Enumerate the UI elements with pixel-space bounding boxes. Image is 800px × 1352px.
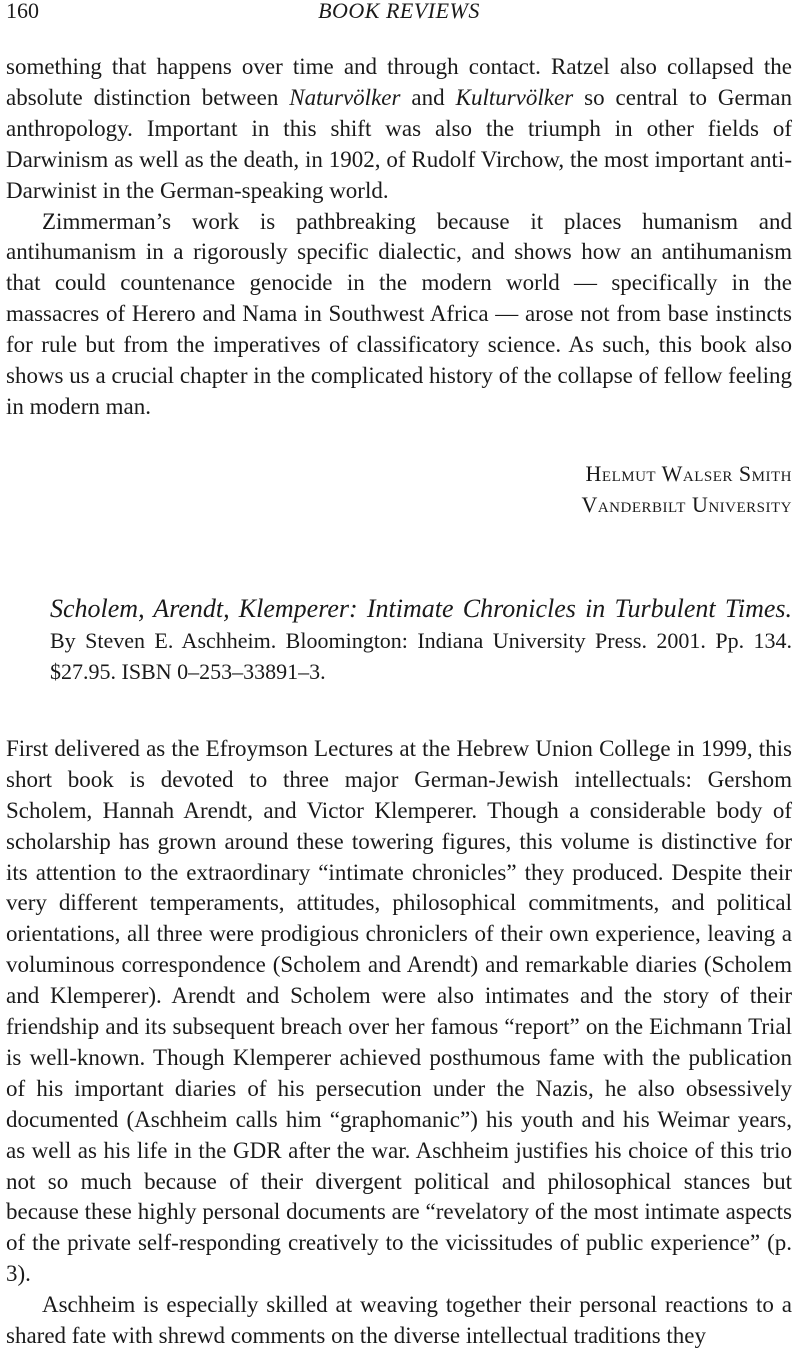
reviewer-signature xyxy=(6,458,792,520)
book-title: Scholem, Arendt, Klemperer: Intimate Chronicles in Turbulent Times. xyxy=(50,593,792,623)
review2-paragraph-2: Aschheim is especially skilled at weaving together their personal reactions to a shared fate with shrewd comments on the diverse intellectual traditions they xyxy=(6,1292,792,1349)
running-title: BOOK REVIEWS xyxy=(318,0,480,23)
term-kulturvolker: Kulturvölker xyxy=(455,84,574,110)
text-run: so central to German anthropology. Important in this shift was also the triumph in other fields of Darwinism as well as the death, in 1902, of Rudolf Virchow, the most important anti-Darwinist in the German-speaking world. xyxy=(6,84,793,203)
reviewer-affiliation: Vanderbilt University xyxy=(581,491,792,517)
book-citation xyxy=(6,593,792,687)
review1-continuation-paragraph xyxy=(6,52,792,207)
term-naturvolker: Naturvölker xyxy=(289,84,401,110)
review1-paragraph-2: Zimmerman’s work is pathbreaking because it places humanism and antihumanism in a rigorously specific dialectic, and shows how an antihumanism that could countenance genocide in the modern world — specifically in the massacres of Herero and Nama in Southwest Africa — arose not from base instincts for rule but from the imperatives of classificatory science. As such, this book also shows us a crucial chapter in the complicated history of the collapse of fellow feeling in modern man. xyxy=(6,208,792,419)
running-head xyxy=(6,0,792,26)
review2-paragraph-1: First delivered as the Efroymson Lectures at the Hebrew Union College in 1999, this short book is devoted to three major German-Jewish intellectuals: Gershom Scholem, Hannah Arendt, and Victor Klemperer. Though a considerable body of scholarship has grown around these towering figures, this volume is distinctive for its attention to the extraordinary “intimate chronicles” they produced. Despite their very different temperaments, attitudes, philosophical commitments, and political orientations, all three were prodigious chroniclers of their own experience, leaving a voluminous correspondence (Scholem and Arendt) and remarkable diaries (Scholem and Klemperer). Arendt and Scholem were also intimates and the story of their friendship and its subsequent breach over her famous “report” on the Eichmann Trial is well-known. Though Klemperer achieved posthumous fame with the publication of his important diaries of his persecution under the Nazis, he also obsessively documented (Aschheim calls him “graphomanic”) his youth and his Weimar years, as well as his life in the GDR after the war. Aschheim justifies his choice of this trio not so much because of their divergent political and philosophical stances but because these highly personal documents are “revelatory of the most intimate aspects of the private self-responding creatively to the vicissitudes of public experience” (p. 3). xyxy=(6,735,792,1287)
book-publication-details: By Steven E. Aschheim. Bloomington: Indiana University Press. 2001. Pp. 134. $27.95. ISBN 0–253–33891–3. xyxy=(50,627,792,684)
text-run: and xyxy=(400,84,456,110)
text-run: something that happens over time and through contact. Ratzel also collapsed the absolute distinction between xyxy=(6,54,792,110)
reviewer-name: Helmut Walser Smith xyxy=(585,460,792,486)
page-number: 160 xyxy=(6,0,39,23)
